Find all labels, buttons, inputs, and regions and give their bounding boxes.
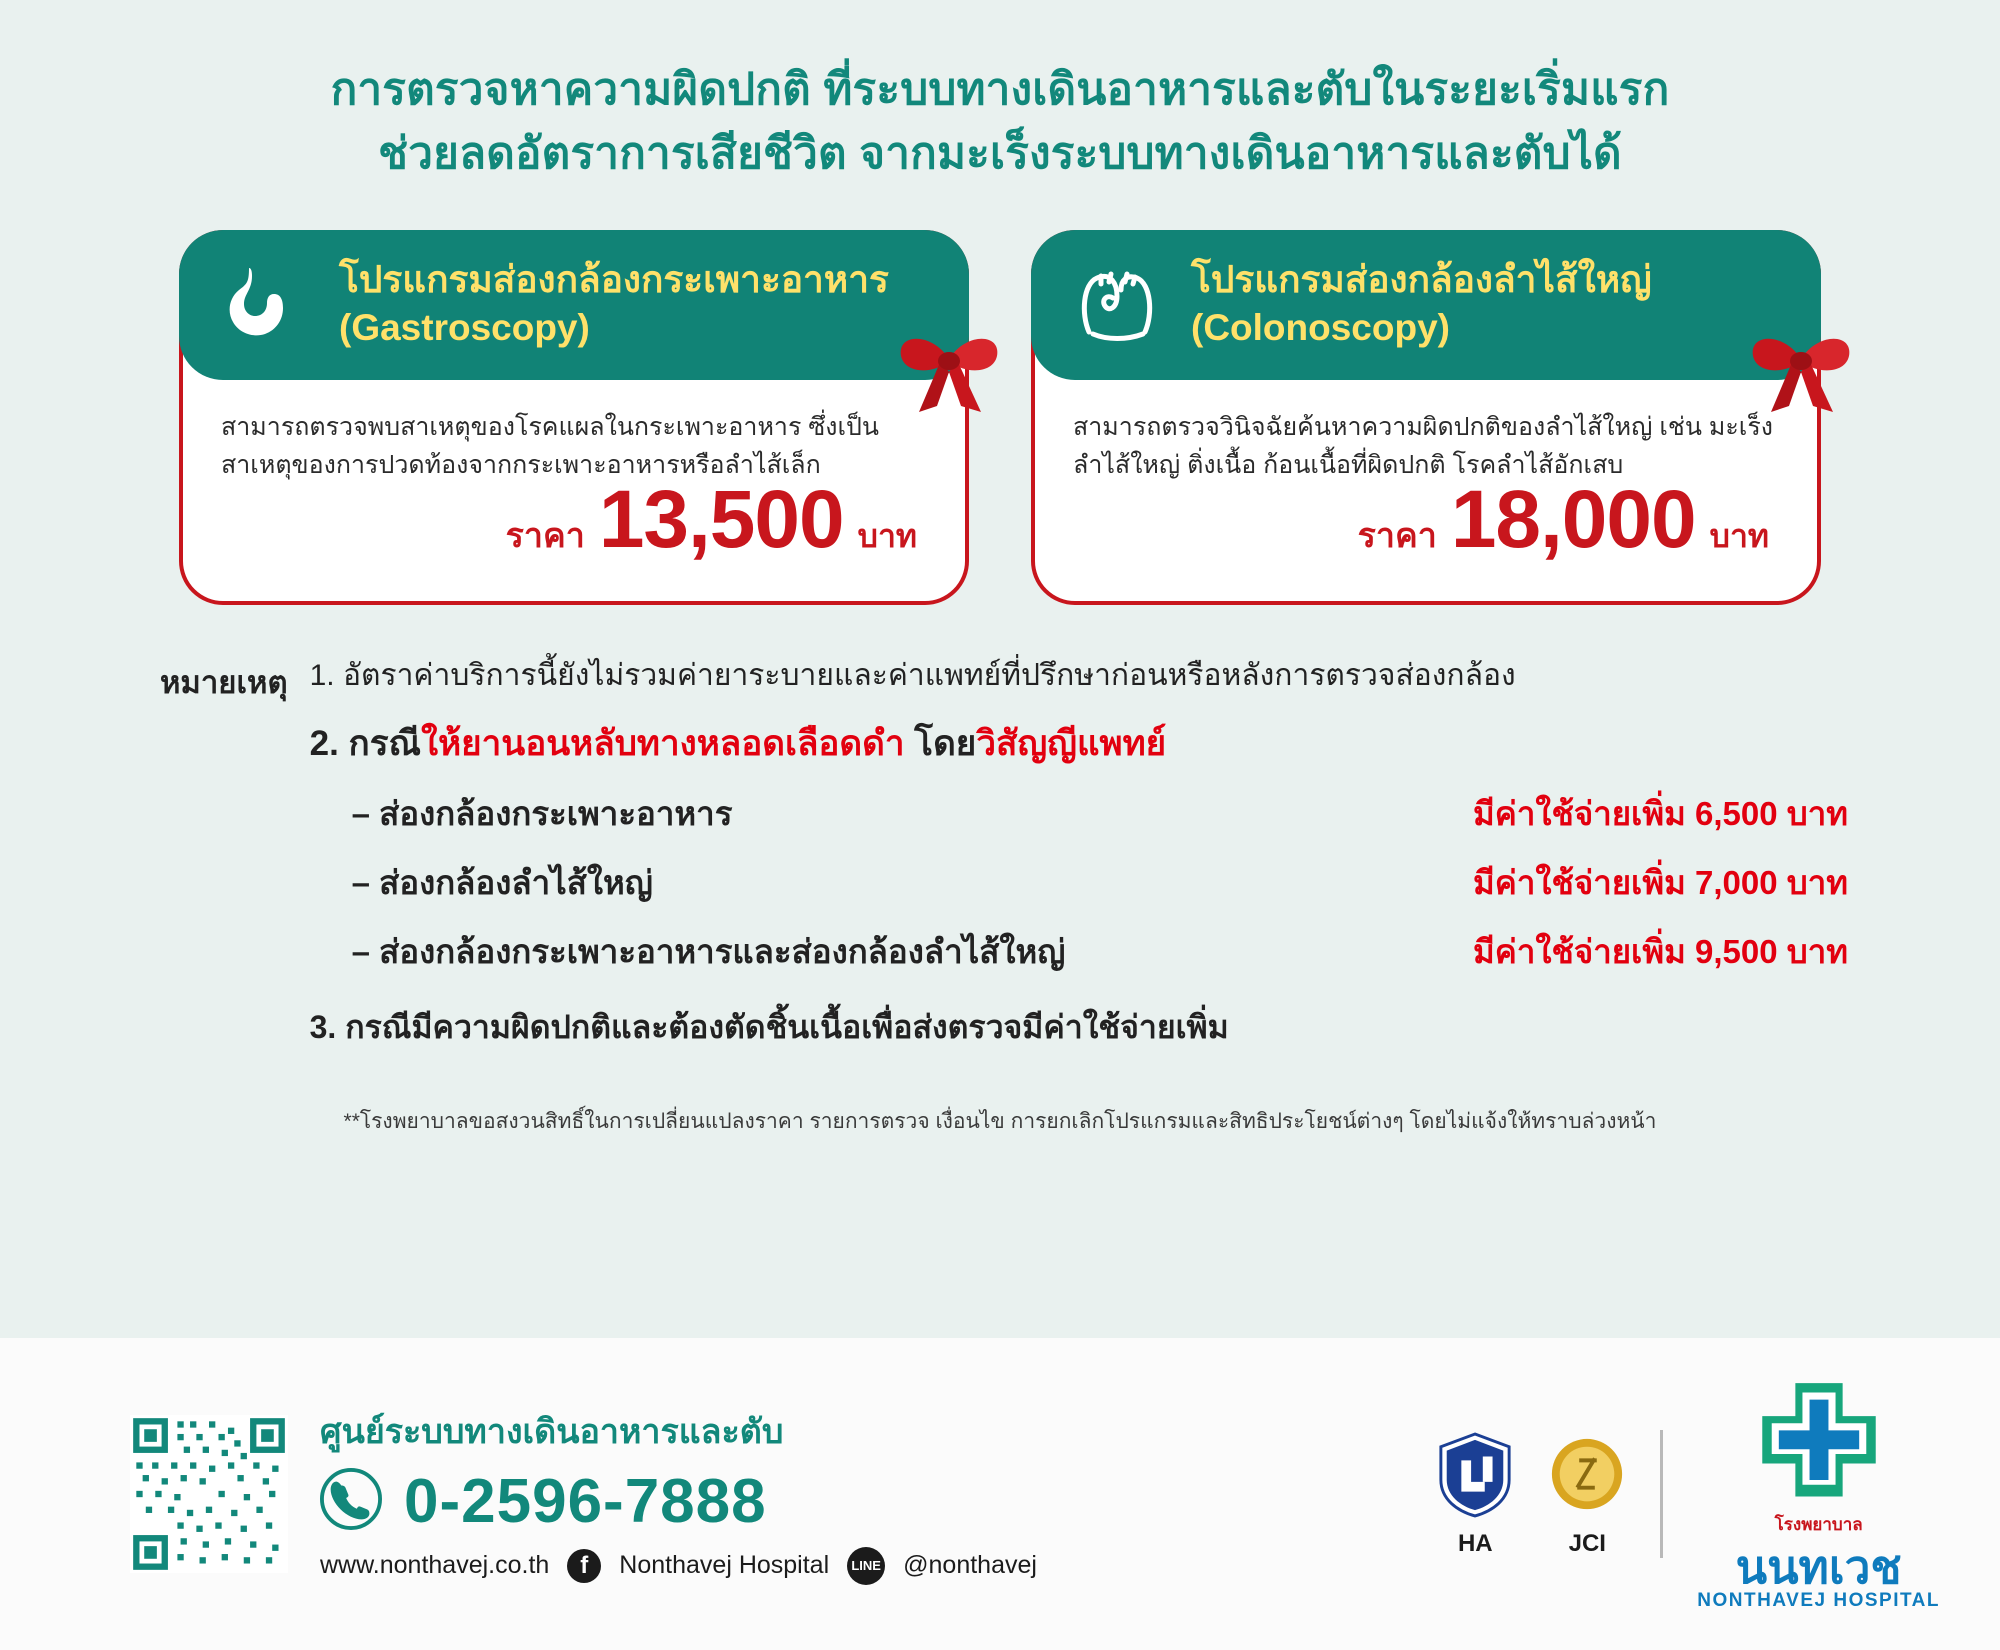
- accreditation-badges: [1436, 1431, 1626, 1558]
- notes-label: หมายเหตุ: [160, 665, 288, 701]
- hospital-name-th: นนทเวช: [1735, 1541, 1902, 1593]
- notes-section: [0, 653, 2000, 1053]
- sub-item-cost: มีค่าใช้จ่ายเพิ่ม 6,500 บาท: [1472, 795, 1848, 833]
- card-body: [1035, 380, 1817, 602]
- program-cards: [0, 230, 2000, 606]
- hospital-sub-th: โรงพยาบาล: [1774, 1515, 1863, 1534]
- sub-item-text: – ส่องกล้องกระเพาะอาหาร: [351, 795, 733, 833]
- card-price: [221, 473, 927, 585]
- jci-caption: JCI: [1568, 1529, 1606, 1557]
- qr-code[interactable]: [130, 1415, 288, 1573]
- ha-caption: HA: [1457, 1529, 1493, 1557]
- colon-icon: [1065, 252, 1169, 356]
- disclaimer-text: **โรงพยาบาลขอสงวนสิทธิ์ในการเปลี่ยนแปลงราคา รายการตรวจ เงื่อนไข การยกเลิกโปรแกรมและสิทธิประโยชน์ต่างๆ โดยไม่แจ้งให้ทราบล่วงหน้า: [343, 1110, 1657, 1134]
- website-link[interactable]: www.nonthavej.co.th: [320, 1551, 550, 1579]
- sub-item-cost: มีค่าใช้จ่ายเพิ่ม 7,000 บาท: [1472, 864, 1848, 902]
- card-price: [1073, 473, 1779, 585]
- note-2-prefix: 2. กรณี: [309, 724, 421, 764]
- note-item-1: 1. อัตราค่าบริการนี้ยังไม่รวมค่ายาระบายและค่าแพทย์ที่ปรึกษาก่อนหรือหลังการตรวจส่องกล้อง: [309, 659, 1516, 693]
- sub-item-text: – ส่องกล้องลำไส้ใหญ่: [351, 864, 653, 902]
- phone-icon: [320, 1468, 382, 1535]
- jci-badge: [1548, 1431, 1626, 1558]
- footer-divider: [1660, 1430, 1663, 1558]
- card-title: โปรแกรมส่องกล้องกระเพาะอาหาร (Gastroscopy): [339, 258, 889, 348]
- phone-number[interactable]: 0-2596-7888: [404, 1466, 767, 1536]
- note-sub-item-2: [310, 856, 1880, 909]
- line-id[interactable]: @nonthavej: [903, 1551, 1037, 1579]
- page-title: [0, 58, 2000, 186]
- card-description: สามารถตรวจวินิจฉัยค้นหาความผิดปกติของลำไส้ใหญ่ เช่น มะเร็งลำไส้ใหญ่ ติ่งเนื้อ ก้อนเนื้อที่ผิดปกติ โรคลำไส้อักเสบ: [1073, 412, 1773, 480]
- footer-contact: [320, 1404, 1436, 1585]
- headline-line-1: การตรวจหาความผิดปกติ ที่ระบบทางเดินอาหารและตับในระยะเริ่มแรก: [330, 65, 1670, 114]
- phone-row[interactable]: [320, 1466, 1436, 1537]
- facebook-name[interactable]: Nonthavej Hospital: [619, 1551, 830, 1579]
- price-value: 18,000: [1450, 474, 1696, 566]
- price-unit: บาท: [1709, 518, 1769, 555]
- hospital-logo: [1697, 1376, 1940, 1612]
- ha-badge: [1436, 1431, 1514, 1558]
- center-name: ศูนย์ระบบทางเดินอาหารและตับ: [320, 1412, 784, 1451]
- line-icon[interactable]: LINE: [847, 1547, 885, 1585]
- note-sub-item-3: [310, 925, 1880, 978]
- card-body: [183, 380, 965, 602]
- program-card-gastroscopy: [179, 230, 969, 606]
- hospital-name-en: NONTHAVEJ HOSPITAL: [1697, 1590, 1940, 1611]
- headline-line-2: ช่วยลดอัตราการเสียชีวิต จากมะเร็งระบบทางเดินอาหารและตับได้: [378, 128, 1622, 178]
- price-label: ราคา: [505, 517, 585, 556]
- price-unit: บาท: [857, 518, 917, 555]
- card-description: สามารถตรวจพบสาเหตุของโรคแผลในกระเพาะอาหาร ซึ่งเป็นสาเหตุของการปวดท้องจากกระเพาะอาหารหรือลำไส้เล็ก: [221, 412, 880, 480]
- note-2-highlight-1: ให้ยานอนหลับทางหลอดเลือดดำ: [420, 724, 905, 764]
- card-header: [1031, 230, 1821, 380]
- sub-item-text: – ส่องกล้องกระเพาะอาหารและส่องกล้องลำไส้ใหญ่: [351, 933, 1066, 971]
- note-sub-item-1: [310, 787, 1880, 840]
- footer: [0, 1338, 2000, 1650]
- notes-list: [310, 653, 1880, 1053]
- program-card-colonoscopy: [1031, 230, 1821, 606]
- card-title: โปรแกรมส่องกล้องลำไส้ใหญ่ (Colonoscopy): [1191, 258, 1652, 348]
- sub-item-cost: มีค่าใช้จ่ายเพิ่ม 9,500 บาท: [1472, 933, 1848, 971]
- stomach-icon: [213, 252, 317, 356]
- social-row: [320, 1547, 1436, 1585]
- note-item-2: [310, 716, 1880, 771]
- note-2-mid: โดย: [904, 724, 977, 764]
- note-2-highlight-2: วิสัญญีแพทย์: [976, 724, 1167, 764]
- price-label: ราคา: [1357, 517, 1437, 556]
- note-item-3: 3. กรณีมีความผิดปกติและต้องตัดชิ้นเนื้อเพื่อส่งตรวจมีค่าใช้จ่ายเพิ่ม: [309, 1009, 1229, 1046]
- facebook-icon[interactable]: f: [567, 1549, 601, 1583]
- card-header: [179, 230, 969, 380]
- price-value: 13,500: [598, 474, 844, 566]
